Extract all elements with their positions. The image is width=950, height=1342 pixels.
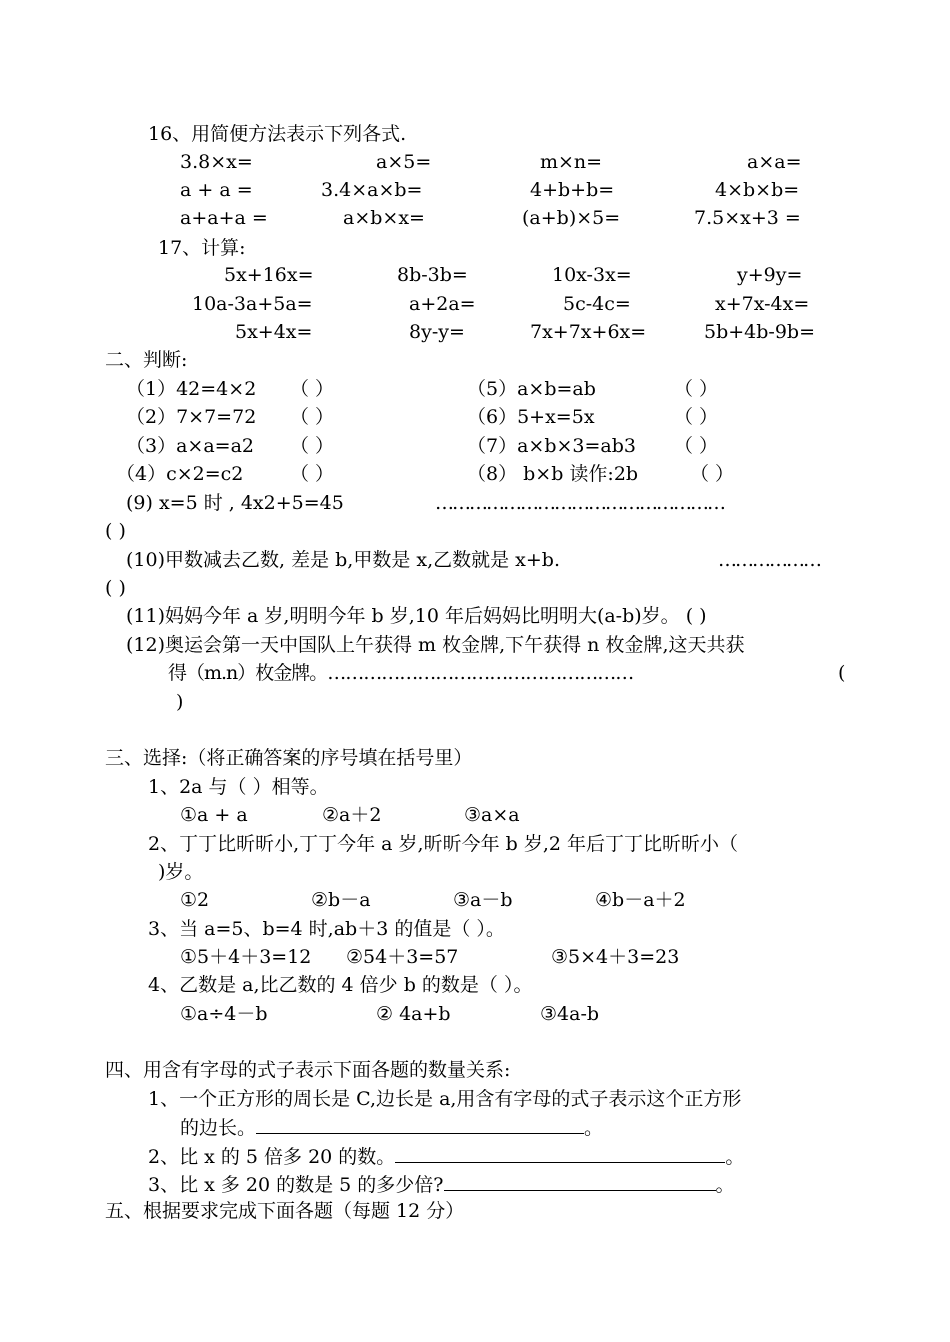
q17-r2-c2: a+2a= [409, 293, 476, 315]
q16-r2-c4: 4×b×b= [715, 179, 800, 201]
section3-heading: 三、选择:（将正确答案的序号填在括号里） [105, 747, 473, 769]
choice-q1-opt2: ②a＋2 [322, 804, 382, 826]
judge-paren-8: （ ） [690, 463, 735, 485]
judge-item-1: （1）42=4×2 [126, 378, 257, 400]
section4-heading: 四、用含有字母的式子表示下面各题的数量关系: [105, 1059, 511, 1081]
express-q2 [148, 1144, 744, 1169]
choice-q1: 1、2a 与（ ）相等。 [148, 776, 329, 798]
judge-item-4: （4）c×2=c2 [116, 463, 244, 485]
q17-r1-c4: y+9y= [737, 264, 803, 286]
q17-title: 17、计算: [158, 237, 246, 259]
express-q1-line2 [180, 1115, 603, 1140]
judge-paren-5: （ ） [674, 378, 719, 400]
q16-r1-c4: a×a= [747, 151, 802, 173]
q17-r1-c2: 8b-3b= [397, 264, 468, 286]
q16-r3-c3: (a+b)×5= [522, 207, 621, 229]
judge-item-9: (9) x=5 时 , 4x2+5=45 [126, 492, 344, 514]
q16-r3-c2: a×b×x= [343, 207, 425, 229]
express-q2-text: 2、比 x 的 5 倍多 20 的数。 [148, 1146, 396, 1168]
answer-blank-2[interactable] [395, 1144, 725, 1163]
judge-item-7: （7）a×b×3=ab3 [467, 435, 637, 457]
q16-title: 16、用简便方法表示下列各式. [148, 123, 407, 145]
q16-r3-c1: a+a+a = [180, 207, 268, 229]
judge-item-8: （8） b×b 读作:2b [467, 463, 639, 485]
choice-q2-opt3: ③a－b [453, 889, 513, 911]
judge-paren-2: （ ） [290, 406, 335, 428]
q17-r3-c3: 7x+7x+6x= [530, 321, 647, 343]
judge-item-12-line1: (12)奥运会第一天中国队上午获得 m 枚金牌,下午获得 n 枚金牌,这天共获 [126, 634, 745, 656]
q16-r1-c1: 3.8×x= [180, 151, 253, 173]
choice-q3-opt1: ①5＋4＋3=12 [180, 946, 312, 968]
choice-q2-line1: 2、丁丁比昕昕小,丁丁今年 a 岁,昕昕今年 b 岁,2 年后丁丁比昕昕小（ [148, 833, 738, 855]
judge-paren-6: （ ） [674, 406, 719, 428]
judge-paren-10: ( ) [105, 577, 126, 599]
answer-blank-3[interactable] [444, 1172, 716, 1191]
choice-q2-opt2: ②b－a [311, 889, 371, 911]
choice-q2-opt1: ①2 [180, 889, 210, 911]
judge-paren-7: （ ） [674, 435, 719, 457]
choice-q4-opt3: ③4a-b [540, 1003, 600, 1025]
judge-paren-1: （ ） [290, 378, 335, 400]
choice-q3: 3、当 a=5、b=4 时,ab＋3 的值是（ ）。 [148, 918, 505, 940]
choice-q4: 4、乙数是 a,比乙数的 4 倍少 b 的数是（ ）。 [148, 974, 533, 996]
choice-q1-opt3: ③a×a [464, 804, 520, 826]
q16-r2-c2: 3.4×a×b= [321, 179, 423, 201]
q16-r1-c3: m×n= [540, 151, 603, 173]
judge-paren-9: ( ) [105, 520, 126, 542]
q17-r3-c1: 5x+4x= [235, 321, 313, 343]
choice-q3-opt3: ③5×4＋3=23 [551, 946, 680, 968]
judge-paren-12-close: ) [176, 691, 184, 713]
judge-paren-3: （ ） [290, 435, 335, 457]
judge-item-10: (10)甲数减去乙数, 差是 b,甲数是 x,乙数就是 x+b. [126, 549, 560, 571]
judge-item-2: （2）7×7=72 [126, 406, 257, 428]
section2-heading: 二、判断: [105, 349, 188, 371]
choice-q2-opt4: ④b－a＋2 [595, 889, 686, 911]
judge-item-10-dots: ……………… [718, 549, 820, 571]
express-q3 [148, 1172, 735, 1197]
choice-q3-opt2: ②54＋3=57 [346, 946, 459, 968]
section5-heading: 五、根据要求完成下面各题（每题 12 分） [105, 1200, 465, 1222]
judge-paren-12-open: ( [838, 662, 846, 684]
q17-r2-c1: 10a-3a+5a= [192, 293, 313, 315]
q16-r2-c3: 4+b+b= [530, 179, 615, 201]
answer-blank-1[interactable] [256, 1115, 584, 1134]
judge-paren-4: （ ） [290, 463, 335, 485]
q17-r3-c2: 8y-y= [409, 321, 465, 343]
q16-r1-c2: a×5= [376, 151, 432, 173]
end-mark: 。 [584, 1117, 604, 1139]
judge-item-5: （5）a×b=ab [467, 378, 596, 400]
judge-item-3: （3）a×a=a2 [126, 435, 254, 457]
q17-r3-c4: 5b+4b-9b= [704, 321, 816, 343]
q17-r2-c3: 5c-4c= [563, 293, 631, 315]
q17-r1-c1: 5x+16x= [224, 264, 314, 286]
choice-q4-opt1: ①a÷4－b [180, 1003, 268, 1025]
q16-r2-c1: a + a = [180, 179, 253, 201]
judge-item-12-line2: 得（m.n）枚金牌。…………………………………………… [168, 662, 634, 684]
judge-item-11: (11)妈妈今年 a 岁,明明今年 b 岁,10 年后妈妈比明明大(a-b)岁。 ( ) [126, 605, 707, 627]
express-q3-text: 3、比 x 多 20 的数是 5 的多少倍? [148, 1174, 444, 1196]
end-mark: 。 [715, 1174, 735, 1196]
q17-r2-c4: x+7x-4x= [715, 293, 810, 315]
end-mark: 。 [725, 1146, 745, 1168]
choice-q2-line2: )岁。 [158, 861, 204, 883]
q17-r1-c3: 10x-3x= [552, 264, 632, 286]
judge-item-6: （6）5+x=5x [467, 406, 595, 428]
choice-q1-opt1: ①a + a [180, 804, 248, 826]
express-q1-line1: 1、一个正方形的周长是 C,边长是 a,用含有字母的式子表示这个正方形 [148, 1088, 742, 1110]
express-q1-text: 的边长。 [180, 1117, 257, 1139]
judge-item-9-dots: …………………………………………… [435, 492, 724, 514]
choice-q4-opt2: ② 4a+b [376, 1003, 451, 1025]
q16-r3-c4: 7.5×x+3 = [694, 207, 801, 229]
